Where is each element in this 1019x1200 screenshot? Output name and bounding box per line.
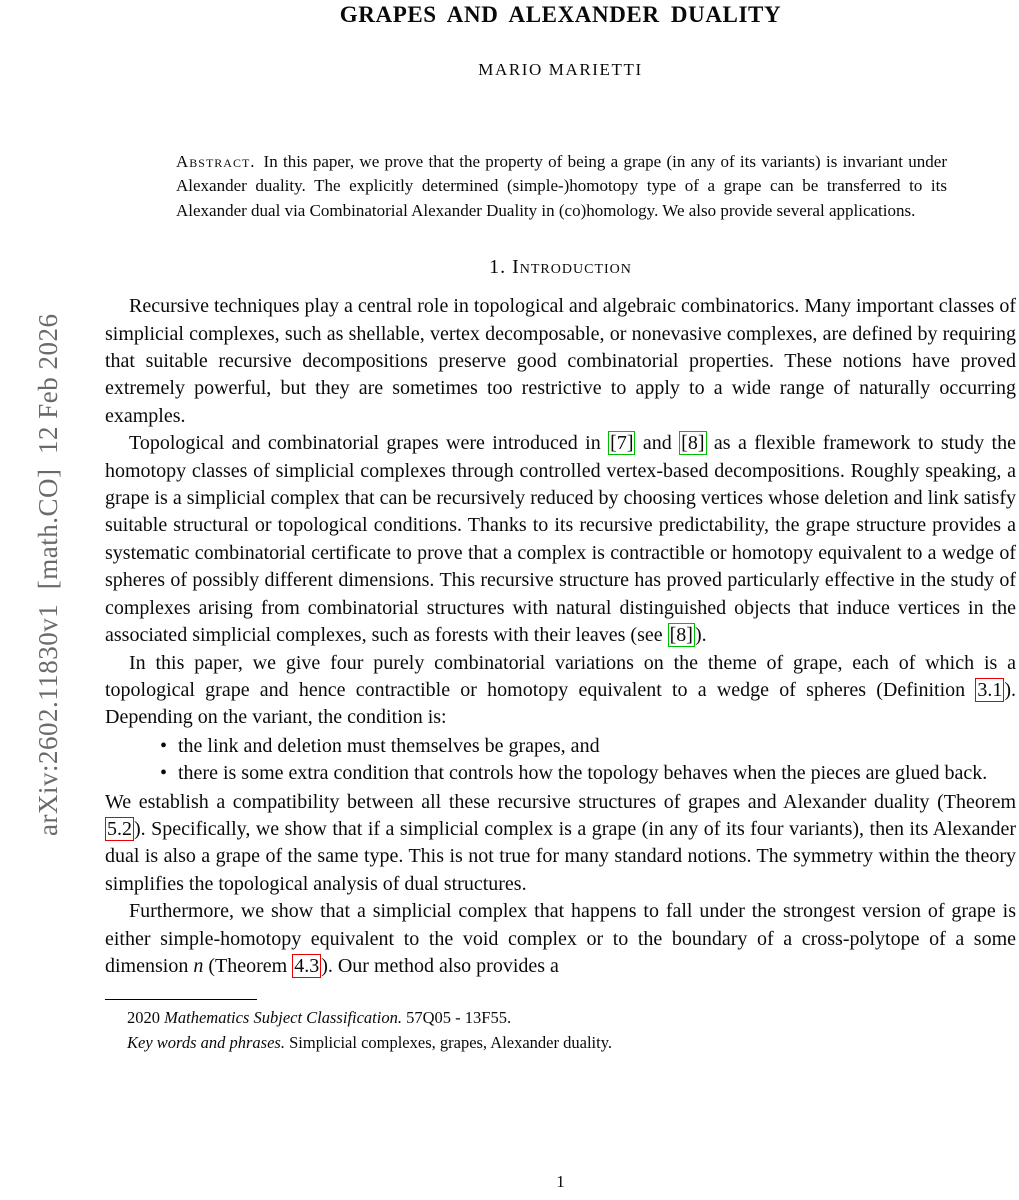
section-heading: 1. Introduction xyxy=(489,256,632,279)
text-segment: and xyxy=(635,432,680,455)
footnote-msc xyxy=(105,1005,1016,1030)
paragraph-4 xyxy=(105,789,1016,899)
text-segment: Simplicial complexes, grapes, Alexander duality. xyxy=(284,1033,612,1053)
text-segment: as a flexible framework to study the homotopy classes of simplicial complexes through controlled vertex-based decompositions. Roughly speaking, a grape is a simplicial complex that can be recursively reduced by choosing vertices whose deletion and link satisfy suitable structural or topological conditions. Thanks to its recursive predictability, the grape structure provides a systematic combinatorial certificate to prove that a complex is contractible or homotopy equivalent to a wedge of spheres of possibly different dimensions. This recursive structure has proved particularly effective in the study of complexes arising from combinatorial structures with natural distinguished objects that induce vertices in the associated simplicial complexes, such as forests with their leaves (see xyxy=(105,432,1016,647)
text-segment: ). Depending on the variant, the condition is: xyxy=(105,678,1016,729)
text-segment: Furthermore, we show that a simplicial complex that happens to fall under the strongest version of grape is either simple-homotopy equivalent to the void complex or to the boundary of a cross-polytope of a some dimension xyxy=(105,900,1016,977)
reference-link[interactable]: 5.2 xyxy=(107,817,132,840)
bullet-item: • the link and deletion must themselves be grapes, and xyxy=(105,733,1016,760)
abstract xyxy=(176,150,947,223)
footnote-rule xyxy=(105,999,257,1000)
citation-link[interactable]: [8] xyxy=(681,432,705,455)
arxiv-watermark xyxy=(2,212,64,952)
text-segment: In this paper, we give four purely combinatorial variations on the theme of grape, each of which is a topological grape and hence contractible or homotopy equivalent to a wedge of spheres (Definition xyxy=(105,651,1016,701)
text-segment: 57Q05 - 13F55. xyxy=(401,1008,512,1028)
reference-link[interactable]: 3.1 xyxy=(977,678,1003,701)
content-column xyxy=(105,0,1016,1200)
reference-link[interactable]: 4.3 xyxy=(294,954,320,977)
citation-link[interactable]: [7] xyxy=(610,432,634,455)
bullet-item: • there is some extra condition that controls how the topology behaves when the pieces are glued back. xyxy=(105,760,1016,787)
paragraph-5 xyxy=(105,898,1016,980)
text-segment: (Theorem xyxy=(203,954,293,977)
bullet-list xyxy=(105,733,1016,788)
paper-title: GRAPES AND ALEXANDER DUALITY xyxy=(339,2,782,27)
footnote-keywords xyxy=(105,1030,1016,1055)
arxiv-watermark-text: arXiv:2602.11830v1 [math.CO] 12 Feb 2026 xyxy=(33,313,63,836)
text-segment: Mathematics Subject Classification. xyxy=(164,1008,402,1028)
paragraph-3 xyxy=(105,650,1016,732)
math-variable: n xyxy=(193,954,204,977)
text-segment: Recursive techniques play a central role in topological and algebraic combinatorics. Many important classes of simplicial complexes, such as shellable, vertex decomposable, or nonevasive complexes, are defined by requiring that suitable recursive decompositions preserve good combinatorial properties. These notions have proved extremely powerful, but they are sometimes too restrictive to apply to a wide range of naturally occurring examples. xyxy=(105,295,1016,427)
paper-author: MARIO MARIETTI xyxy=(478,60,643,79)
page-number: 1 xyxy=(556,1172,565,1191)
citation-link[interactable]: [8] xyxy=(669,624,693,647)
text-segment: ). xyxy=(694,624,707,647)
text-segment: Key words and phrases. xyxy=(127,1033,285,1053)
abstract-text: In this paper, we prove that the property of being a grape (in any of its variants) is invariant under Alexander duality. The explicitly determined (simple-)homotopy type of a grape can be transferred to its Alexander dual via Combinatorial Alexander Duality in (co)homology. We also provide several applications. xyxy=(176,152,947,220)
paragraph-2 xyxy=(105,430,1016,649)
abstract-label: Abstract. xyxy=(176,152,256,171)
text-segment: 2020 xyxy=(127,1008,165,1028)
text-segment: Topological and combinatorial grapes were introduced in xyxy=(129,432,609,455)
text-segment: ). Our method also provides a xyxy=(321,954,559,977)
text-segment: We establish a compatibility between all these recursive structures of grapes and Alexander duality (Theorem xyxy=(105,790,1016,813)
paragraph-1 xyxy=(105,293,1016,430)
text-segment: ). Specifically, we show that if a simplicial complex is a grape (in any of its four variants), then its Alexander dual is also a grape of the same type. This is not true for many standard notions. The symmetry within the theory simplifies the topological analysis of dual structures. xyxy=(105,817,1016,895)
